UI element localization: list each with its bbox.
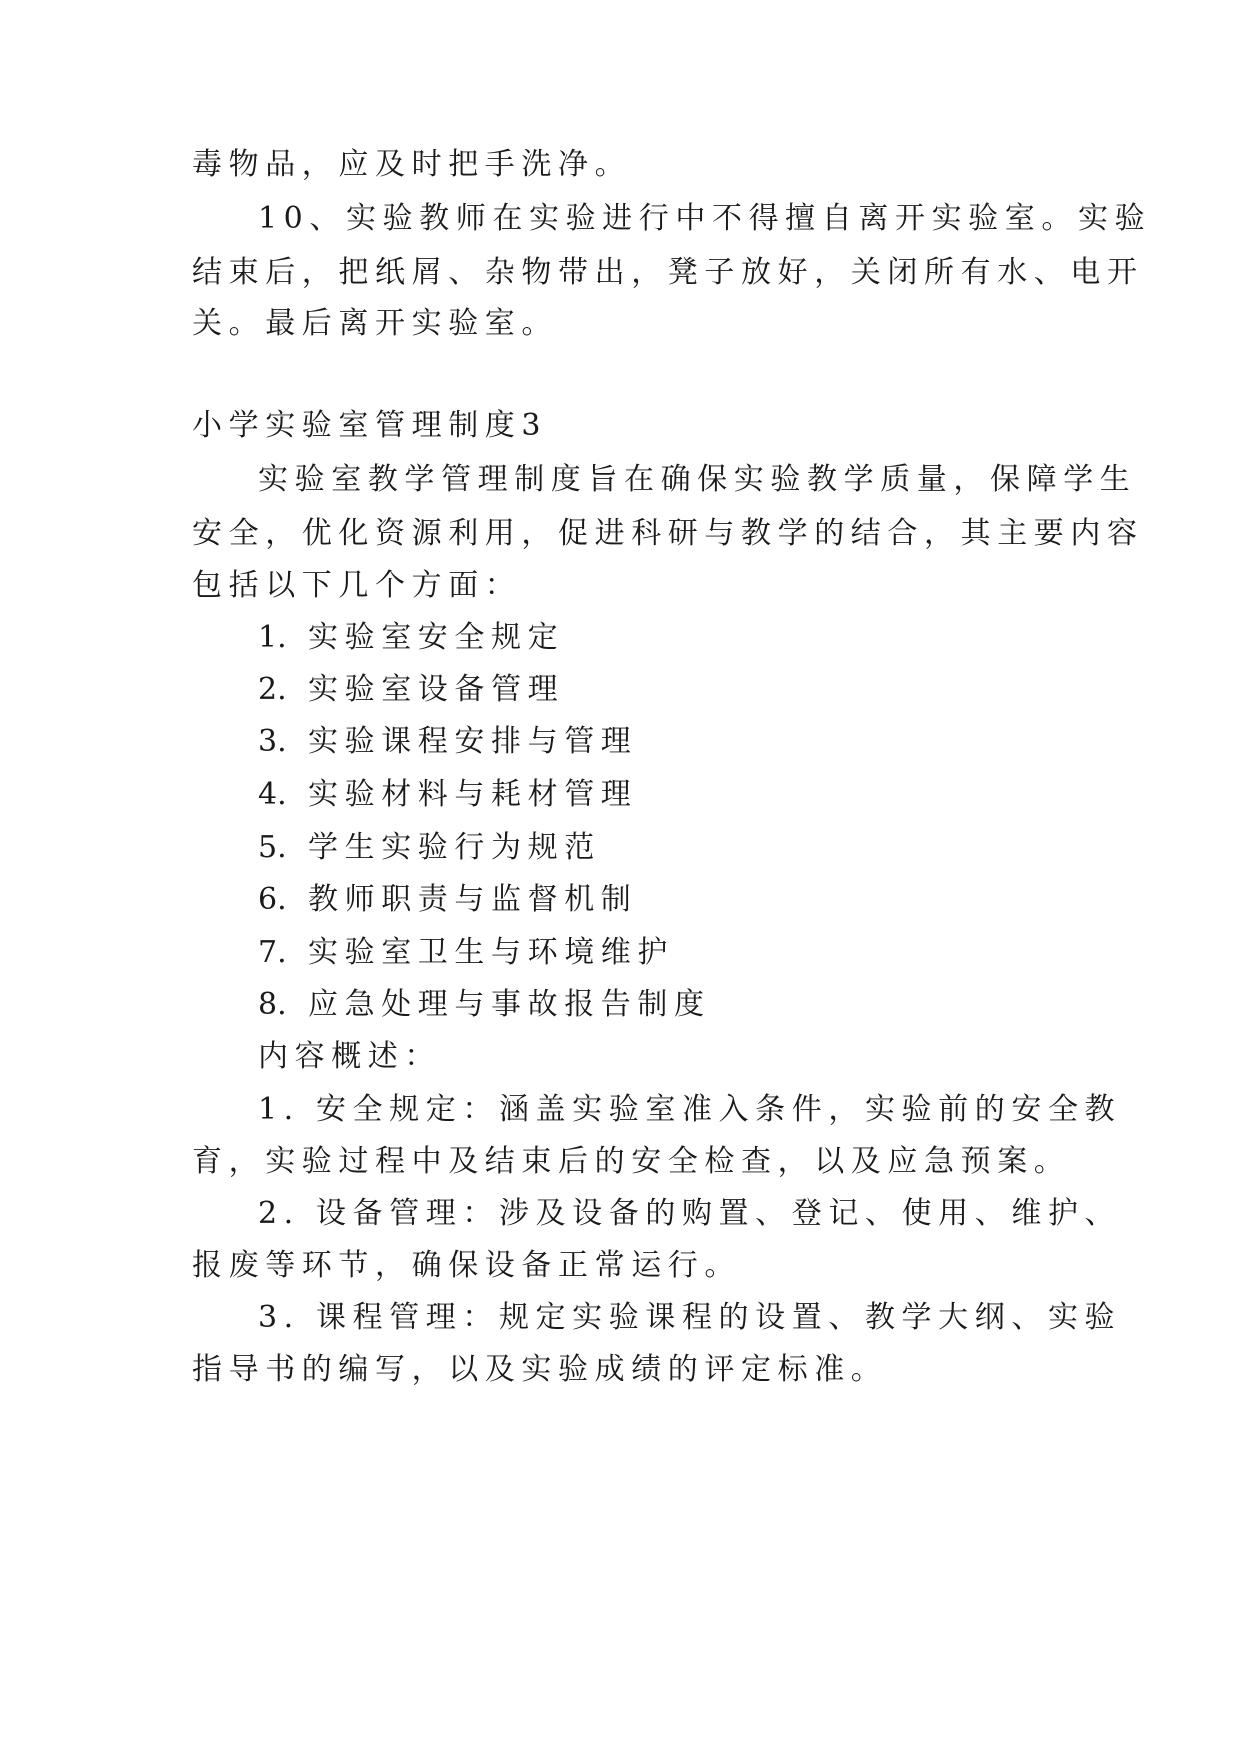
list-text: 应急处理与事故报告制度	[308, 987, 711, 1022]
list-number: 3.	[258, 724, 287, 759]
list-number: 4.	[258, 777, 287, 812]
paragraph-line: 指导书的编写，以及实验成绩的评定标准。	[192, 1352, 888, 1387]
paragraph-line: 2. 设备管理：涉及设备的购置、登记、使用、维护、	[258, 1196, 1122, 1231]
paragraph-line: 内容概述：	[258, 1039, 441, 1074]
list-text: 实验室设备管理	[308, 672, 565, 707]
list-text: 实验室安全规定	[308, 620, 565, 655]
list-number: 7.	[258, 935, 287, 970]
list-item	[258, 618, 1128, 658]
list-item	[258, 985, 1128, 1025]
list-item	[258, 775, 1128, 815]
list-number: 5.	[258, 830, 287, 865]
paragraph-line: 结束后，把纸屑、杂物带出，凳子放好，关闭所有水、电开	[192, 255, 1144, 290]
list-item	[258, 933, 1128, 973]
list-number: 2.	[258, 672, 287, 707]
paragraph-line: 实验室教学管理制度旨在确保实验教学质量，保障学生	[258, 462, 1137, 497]
section-title: 小学实验室管理制度3	[192, 408, 548, 443]
paragraph-line: 育，实验过程中及结束后的安全检查，以及应急预案。	[192, 1144, 1071, 1179]
list-item	[258, 880, 1128, 920]
paragraph-line: 关。最后离开实验室。	[192, 306, 558, 341]
list-item	[258, 670, 1128, 710]
list-text: 学生实验行为规范	[308, 830, 601, 865]
list-text: 实验室卫生与环境维护	[308, 935, 674, 970]
list-number: 8.	[258, 987, 287, 1022]
paragraph-line: 3. 课程管理：规定实验课程的设置、教学大纲、实验	[258, 1300, 1122, 1335]
list-item	[258, 722, 1128, 762]
list-number: 1.	[258, 620, 287, 655]
list-text: 实验材料与耗材管理	[308, 777, 638, 812]
list-text: 教师职责与监督机制	[308, 882, 638, 917]
list-item	[258, 828, 1128, 868]
paragraph-line: 1. 安全规定：涵盖实验室准入条件，实验前的安全教	[258, 1092, 1122, 1127]
list-number: 6.	[258, 882, 287, 917]
paragraph-line: 包括以下几个方面：	[192, 568, 522, 603]
list-text: 实验课程安排与管理	[308, 724, 638, 759]
paragraph-line: 10、实验教师在实验进行中不得擅自离开实验室。实验	[258, 201, 1152, 236]
paragraph-line: 毒物品，应及时把手洗净。	[192, 147, 632, 182]
paragraph-line: 安全，优化资源利用，促进科研与教学的结合，其主要内容	[192, 516, 1144, 551]
paragraph-line: 报废等环节，确保设备正常运行。	[192, 1248, 741, 1283]
